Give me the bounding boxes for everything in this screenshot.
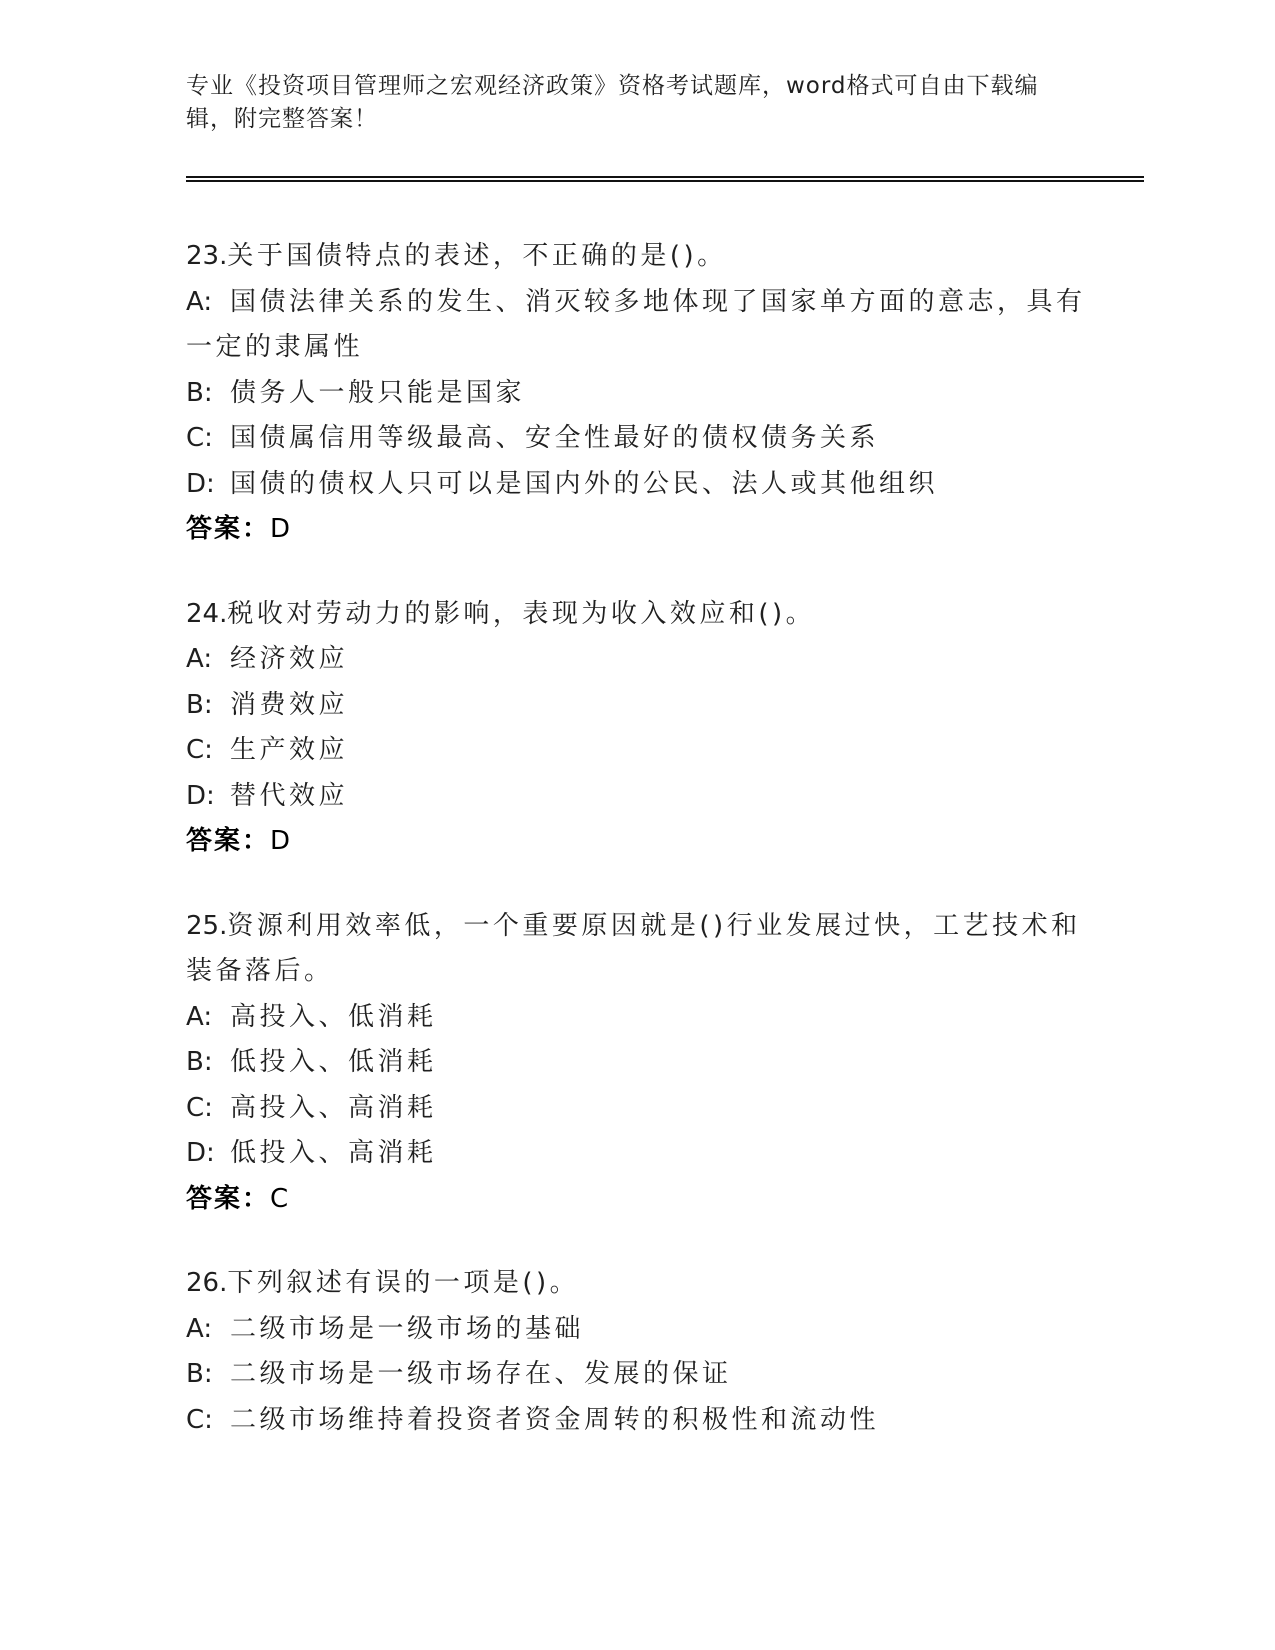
option-c	[186, 1086, 1086, 1132]
answer-value: D	[270, 826, 291, 856]
question-text: 下列叙述有误的一项是()。	[227, 1268, 580, 1298]
question-list	[186, 234, 1086, 1482]
option-text: 国债属信用等级最高、安全性最好的债权债务关系	[230, 423, 880, 453]
question-text: 关于国债特点的表述，不正确的是()。	[227, 241, 727, 271]
option-letter: A:	[186, 644, 213, 674]
option-text: 高投入、低消耗	[230, 1001, 437, 1032]
option-b	[186, 371, 1086, 417]
option-text: 生产效应	[230, 735, 349, 765]
question-number: 26.	[186, 1268, 228, 1298]
option-d	[186, 462, 1086, 508]
answer-label: 答案：	[186, 1183, 271, 1214]
option-text: 消费效应	[230, 689, 349, 720]
option-letter: C:	[186, 1092, 213, 1123]
question-stem	[186, 1261, 1086, 1307]
question-stem	[186, 592, 1086, 638]
question-23	[186, 234, 1086, 553]
option-text: 国债的债权人只可以是国内外的公民、法人或其他组织	[230, 468, 939, 499]
question-text: 税收对劳动力的影响，表现为收入效应和()。	[227, 598, 816, 629]
document-intro: 专业《投资项目管理师之宏观经济政策》资格考试题库，word格式可自由下载编辑，附完整答案！	[186, 73, 1039, 132]
option-letter: D:	[186, 1138, 215, 1168]
option-d	[186, 1131, 1086, 1177]
option-letter: A:	[186, 1001, 213, 1032]
option-letter: B:	[186, 689, 213, 720]
option-letter: D:	[186, 780, 215, 811]
answer-line	[186, 819, 1086, 865]
question-25	[186, 904, 1086, 1223]
question-text: 资源利用效率低，一个重要原因就是()行业发展过快，工艺技术和装备落后。	[186, 910, 1081, 986]
answer-line	[186, 507, 1086, 553]
option-letter: C:	[186, 423, 213, 453]
option-text: 低投入、低消耗	[230, 1047, 437, 1077]
option-a	[186, 637, 1086, 683]
option-c	[186, 728, 1086, 774]
option-text: 国债法律关系的发生、消灭较多地体现了国家单方面的意志，具有一定的隶属性	[186, 286, 1086, 362]
option-text: 替代效应	[230, 780, 349, 811]
question-stem	[186, 904, 1086, 995]
answer-label: 答案：	[186, 826, 271, 856]
option-text: 二级市场是一级市场存在、发展的保证	[230, 1359, 732, 1389]
option-d	[186, 774, 1086, 820]
option-text: 二级市场是一级市场的基础	[230, 1313, 585, 1344]
option-text: 经济效应	[230, 644, 349, 674]
option-letter: D:	[186, 468, 215, 499]
answer-value: C	[270, 1183, 289, 1214]
question-number: 25.	[186, 910, 228, 941]
option-letter: C:	[186, 735, 213, 765]
option-text: 债务人一般只能是国家	[230, 377, 526, 408]
option-letter: B:	[186, 377, 213, 408]
option-b	[186, 683, 1086, 729]
option-letter: A:	[186, 1313, 213, 1344]
option-b	[186, 1352, 1086, 1398]
header-divider	[186, 176, 1144, 182]
option-text: 高投入、高消耗	[230, 1092, 437, 1123]
answer-value: D	[270, 514, 291, 544]
option-a	[186, 995, 1086, 1041]
question-number: 23.	[186, 241, 228, 271]
question-26	[186, 1261, 1086, 1443]
option-a	[186, 280, 1086, 371]
option-letter: B:	[186, 1047, 213, 1077]
option-letter: C:	[186, 1404, 213, 1435]
answer-label: 答案：	[186, 514, 271, 544]
option-c	[186, 416, 1086, 462]
option-a	[186, 1307, 1086, 1353]
option-c	[186, 1398, 1086, 1444]
option-b	[186, 1040, 1086, 1086]
question-24	[186, 592, 1086, 865]
question-stem	[186, 234, 1086, 280]
option-letter: A:	[186, 286, 213, 317]
option-text: 低投入、高消耗	[230, 1138, 437, 1168]
option-text: 二级市场维持着投资者资金周转的积极性和流动性	[230, 1404, 880, 1435]
option-letter: B:	[186, 1359, 213, 1389]
answer-line	[186, 1177, 1086, 1223]
question-number: 24.	[186, 598, 228, 629]
